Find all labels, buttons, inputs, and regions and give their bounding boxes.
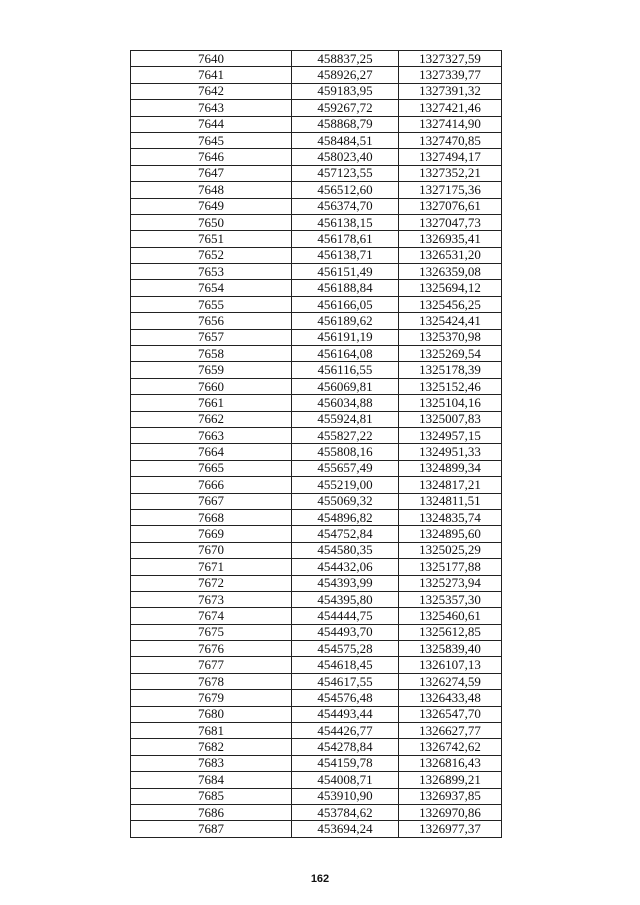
x-coordinate-cell: 455924,81 xyxy=(292,411,399,427)
x-coordinate-cell: 455657,49 xyxy=(292,460,399,476)
point-number-cell: 7684 xyxy=(131,772,292,788)
x-coordinate-cell: 454278,84 xyxy=(292,739,399,755)
x-coordinate-cell: 458837,25 xyxy=(292,51,399,67)
y-coordinate-cell: 1324951,33 xyxy=(399,444,502,460)
x-coordinate-cell: 456189,62 xyxy=(292,313,399,329)
y-coordinate-cell: 1325694,12 xyxy=(399,280,502,296)
point-number-cell: 7677 xyxy=(131,657,292,673)
table-row xyxy=(131,608,502,624)
x-coordinate-cell: 454395,80 xyxy=(292,591,399,607)
y-coordinate-cell: 1326937,85 xyxy=(399,788,502,804)
y-coordinate-cell: 1326899,21 xyxy=(399,772,502,788)
y-coordinate-cell: 1326627,77 xyxy=(399,723,502,739)
y-coordinate-cell: 1325612,85 xyxy=(399,624,502,640)
x-coordinate-cell: 456166,05 xyxy=(292,296,399,312)
point-number-cell: 7654 xyxy=(131,280,292,296)
x-coordinate-cell: 454493,70 xyxy=(292,624,399,640)
y-coordinate-cell: 1326547,70 xyxy=(399,706,502,722)
x-coordinate-cell: 455827,22 xyxy=(292,427,399,443)
x-coordinate-cell: 454580,35 xyxy=(292,542,399,558)
x-coordinate-cell: 456034,88 xyxy=(292,395,399,411)
y-coordinate-cell: 1327175,36 xyxy=(399,182,502,198)
x-coordinate-cell: 456138,71 xyxy=(292,247,399,263)
x-coordinate-cell: 453910,90 xyxy=(292,788,399,804)
x-coordinate-cell: 455069,32 xyxy=(292,493,399,509)
table-row xyxy=(131,149,502,165)
point-number-cell: 7652 xyxy=(131,247,292,263)
point-number-cell: 7661 xyxy=(131,395,292,411)
point-number-cell: 7658 xyxy=(131,346,292,362)
y-coordinate-cell: 1325370,98 xyxy=(399,329,502,345)
table-row xyxy=(131,362,502,378)
table-row xyxy=(131,755,502,771)
x-coordinate-cell: 454575,28 xyxy=(292,641,399,657)
table-row xyxy=(131,575,502,591)
y-coordinate-cell: 1325273,94 xyxy=(399,575,502,591)
y-coordinate-cell: 1325152,46 xyxy=(399,378,502,394)
y-coordinate-cell: 1327470,85 xyxy=(399,132,502,148)
table-row xyxy=(131,116,502,132)
table-row xyxy=(131,231,502,247)
y-coordinate-cell: 1325178,39 xyxy=(399,362,502,378)
point-number-cell: 7664 xyxy=(131,444,292,460)
table-row xyxy=(131,444,502,460)
coordinates-table xyxy=(130,50,502,838)
table-row xyxy=(131,378,502,394)
table-row xyxy=(131,313,502,329)
x-coordinate-cell: 455219,00 xyxy=(292,477,399,493)
table-row xyxy=(131,657,502,673)
point-number-cell: 7645 xyxy=(131,132,292,148)
point-number-cell: 7642 xyxy=(131,83,292,99)
y-coordinate-cell: 1326433,48 xyxy=(399,690,502,706)
point-number-cell: 7649 xyxy=(131,198,292,214)
point-number-cell: 7682 xyxy=(131,739,292,755)
table-row xyxy=(131,247,502,263)
x-coordinate-cell: 454008,71 xyxy=(292,772,399,788)
table-row xyxy=(131,214,502,230)
table-row xyxy=(131,165,502,181)
point-number-cell: 7680 xyxy=(131,706,292,722)
point-number-cell: 7665 xyxy=(131,460,292,476)
point-number-cell: 7662 xyxy=(131,411,292,427)
x-coordinate-cell: 458023,40 xyxy=(292,149,399,165)
point-number-cell: 7679 xyxy=(131,690,292,706)
table-row xyxy=(131,591,502,607)
x-coordinate-cell: 456164,08 xyxy=(292,346,399,362)
point-number-cell: 7659 xyxy=(131,362,292,378)
x-coordinate-cell: 456191,19 xyxy=(292,329,399,345)
x-coordinate-cell: 455808,16 xyxy=(292,444,399,460)
point-number-cell: 7653 xyxy=(131,264,292,280)
table-row xyxy=(131,559,502,575)
table-row xyxy=(131,739,502,755)
y-coordinate-cell: 1325460,61 xyxy=(399,608,502,624)
x-coordinate-cell: 456138,15 xyxy=(292,214,399,230)
y-coordinate-cell: 1326742,62 xyxy=(399,739,502,755)
x-coordinate-cell: 454426,77 xyxy=(292,723,399,739)
x-coordinate-cell: 453694,24 xyxy=(292,821,399,837)
x-coordinate-cell: 457123,55 xyxy=(292,165,399,181)
table-row xyxy=(131,673,502,689)
point-number-cell: 7668 xyxy=(131,509,292,525)
table-row xyxy=(131,821,502,837)
table-row xyxy=(131,542,502,558)
y-coordinate-cell: 1327076,61 xyxy=(399,198,502,214)
point-number-cell: 7651 xyxy=(131,231,292,247)
point-number-cell: 7641 xyxy=(131,67,292,83)
table-row xyxy=(131,395,502,411)
y-coordinate-cell: 1325839,40 xyxy=(399,641,502,657)
y-coordinate-cell: 1324895,60 xyxy=(399,526,502,542)
table-row xyxy=(131,690,502,706)
y-coordinate-cell: 1324957,15 xyxy=(399,427,502,443)
x-coordinate-cell: 456188,84 xyxy=(292,280,399,296)
point-number-cell: 7673 xyxy=(131,591,292,607)
x-coordinate-cell: 458926,27 xyxy=(292,67,399,83)
y-coordinate-cell: 1326977,37 xyxy=(399,821,502,837)
table-row xyxy=(131,641,502,657)
table-row xyxy=(131,460,502,476)
y-coordinate-cell: 1325104,16 xyxy=(399,395,502,411)
x-coordinate-cell: 456178,61 xyxy=(292,231,399,247)
table-row xyxy=(131,67,502,83)
point-number-cell: 7672 xyxy=(131,575,292,591)
x-coordinate-cell: 454752,84 xyxy=(292,526,399,542)
table-row xyxy=(131,526,502,542)
y-coordinate-cell: 1326531,20 xyxy=(399,247,502,263)
point-number-cell: 7671 xyxy=(131,559,292,575)
table-row xyxy=(131,723,502,739)
x-coordinate-cell: 454896,82 xyxy=(292,509,399,525)
table-row xyxy=(131,427,502,443)
y-coordinate-cell: 1326274,59 xyxy=(399,673,502,689)
x-coordinate-cell: 454618,45 xyxy=(292,657,399,673)
y-coordinate-cell: 1326816,43 xyxy=(399,755,502,771)
y-coordinate-cell: 1324811,51 xyxy=(399,493,502,509)
table-row xyxy=(131,182,502,198)
point-number-cell: 7640 xyxy=(131,51,292,67)
x-coordinate-cell: 456151,49 xyxy=(292,264,399,280)
point-number-cell: 7650 xyxy=(131,214,292,230)
table-row xyxy=(131,346,502,362)
x-coordinate-cell: 454493,44 xyxy=(292,706,399,722)
point-number-cell: 7685 xyxy=(131,788,292,804)
y-coordinate-cell: 1324899,34 xyxy=(399,460,502,476)
x-coordinate-cell: 456116,55 xyxy=(292,362,399,378)
y-coordinate-cell: 1327494,17 xyxy=(399,149,502,165)
x-coordinate-cell: 459183,95 xyxy=(292,83,399,99)
point-number-cell: 7667 xyxy=(131,493,292,509)
point-number-cell: 7676 xyxy=(131,641,292,657)
x-coordinate-cell: 458484,51 xyxy=(292,132,399,148)
table-row xyxy=(131,477,502,493)
table-row xyxy=(131,296,502,312)
point-number-cell: 7656 xyxy=(131,313,292,329)
y-coordinate-cell: 1326970,86 xyxy=(399,804,502,820)
coordinates-table-body xyxy=(131,51,502,838)
y-coordinate-cell: 1324817,21 xyxy=(399,477,502,493)
y-coordinate-cell: 1326935,41 xyxy=(399,231,502,247)
point-number-cell: 7655 xyxy=(131,296,292,312)
y-coordinate-cell: 1327421,46 xyxy=(399,100,502,116)
x-coordinate-cell: 459267,72 xyxy=(292,100,399,116)
x-coordinate-cell: 454432,06 xyxy=(292,559,399,575)
y-coordinate-cell: 1327339,77 xyxy=(399,67,502,83)
y-coordinate-cell: 1327414,90 xyxy=(399,116,502,132)
x-coordinate-cell: 454576,48 xyxy=(292,690,399,706)
table-row xyxy=(131,100,502,116)
y-coordinate-cell: 1327352,21 xyxy=(399,165,502,181)
point-number-cell: 7674 xyxy=(131,608,292,624)
table-row xyxy=(131,329,502,345)
table-row xyxy=(131,83,502,99)
point-number-cell: 7675 xyxy=(131,624,292,640)
y-coordinate-cell: 1326107,13 xyxy=(399,657,502,673)
table-row xyxy=(131,280,502,296)
point-number-cell: 7644 xyxy=(131,116,292,132)
point-number-cell: 7648 xyxy=(131,182,292,198)
point-number-cell: 7669 xyxy=(131,526,292,542)
table-row xyxy=(131,264,502,280)
y-coordinate-cell: 1325007,83 xyxy=(399,411,502,427)
y-coordinate-cell: 1324835,74 xyxy=(399,509,502,525)
y-coordinate-cell: 1327047,73 xyxy=(399,214,502,230)
point-number-cell: 7657 xyxy=(131,329,292,345)
y-coordinate-cell: 1325357,30 xyxy=(399,591,502,607)
y-coordinate-cell: 1325424,41 xyxy=(399,313,502,329)
y-coordinate-cell: 1326359,08 xyxy=(399,264,502,280)
point-number-cell: 7643 xyxy=(131,100,292,116)
point-number-cell: 7666 xyxy=(131,477,292,493)
table-row xyxy=(131,411,502,427)
table-row xyxy=(131,706,502,722)
table-row xyxy=(131,624,502,640)
x-coordinate-cell: 454617,55 xyxy=(292,673,399,689)
table-row xyxy=(131,493,502,509)
point-number-cell: 7683 xyxy=(131,755,292,771)
page-number: 162 xyxy=(310,873,330,885)
y-coordinate-cell: 1325177,88 xyxy=(399,559,502,575)
y-coordinate-cell: 1325025,29 xyxy=(399,542,502,558)
point-number-cell: 7663 xyxy=(131,427,292,443)
x-coordinate-cell: 454393,99 xyxy=(292,575,399,591)
table-row xyxy=(131,51,502,67)
x-coordinate-cell: 453784,62 xyxy=(292,804,399,820)
point-number-cell: 7687 xyxy=(131,821,292,837)
point-number-cell: 7646 xyxy=(131,149,292,165)
y-coordinate-cell: 1325269,54 xyxy=(399,346,502,362)
table-row xyxy=(131,772,502,788)
y-coordinate-cell: 1327391,32 xyxy=(399,83,502,99)
table-row xyxy=(131,509,502,525)
table-row xyxy=(131,788,502,804)
x-coordinate-cell: 456069,81 xyxy=(292,378,399,394)
y-coordinate-cell: 1325456,25 xyxy=(399,296,502,312)
point-number-cell: 7660 xyxy=(131,378,292,394)
y-coordinate-cell: 1327327,59 xyxy=(399,51,502,67)
point-number-cell: 7681 xyxy=(131,723,292,739)
x-coordinate-cell: 458868,79 xyxy=(292,116,399,132)
table-row xyxy=(131,804,502,820)
table-row xyxy=(131,132,502,148)
x-coordinate-cell: 456512,60 xyxy=(292,182,399,198)
x-coordinate-cell: 454444,75 xyxy=(292,608,399,624)
point-number-cell: 7647 xyxy=(131,165,292,181)
table-row xyxy=(131,198,502,214)
x-coordinate-cell: 454159,78 xyxy=(292,755,399,771)
x-coordinate-cell: 456374,70 xyxy=(292,198,399,214)
point-number-cell: 7686 xyxy=(131,804,292,820)
point-number-cell: 7678 xyxy=(131,673,292,689)
point-number-cell: 7670 xyxy=(131,542,292,558)
